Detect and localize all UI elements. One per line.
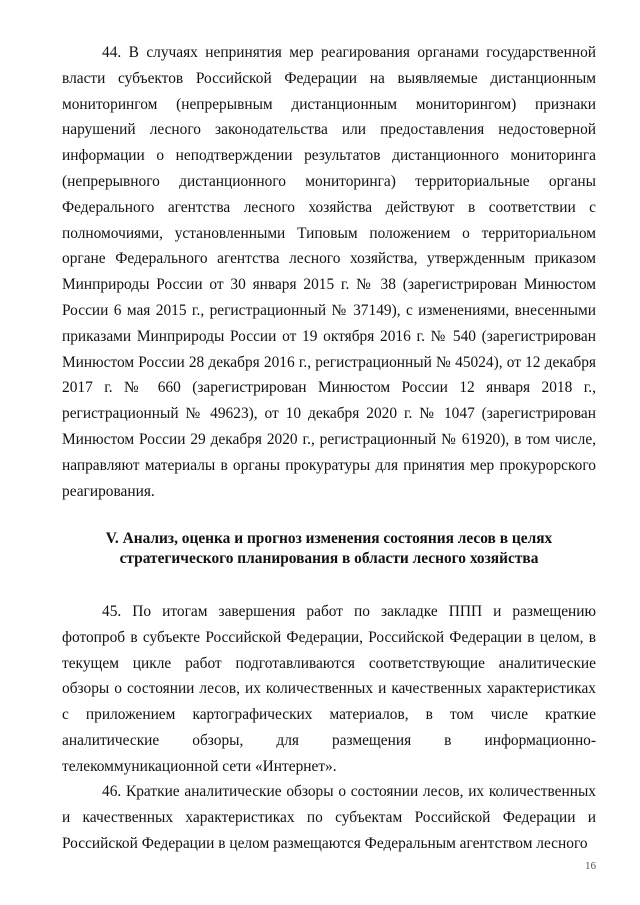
section-heading-line-2: стратегического планирования в области лесного хозяйства [119, 550, 539, 567]
section-heading [62, 529, 596, 569]
page-number: 16 [585, 860, 596, 872]
paragraph-44: 44. В случаях непринятия мер реагирования органами государственной власти субъектов Российской Федерации на выявляемые дистанционным мониторингом (непрерывным дистанционным мониторингом) признаки нарушений лесного законодательства или предоставления недостоверной информации о неподтверждении результатов дистанционного мониторинга (непрерывного дистанционного мониторинга) территориальные органы Федерального агентства лесного хозяйства действуют в соответствии с полномочиями, установленными Типовым положением о территориальном органе Федерального агентства лесного хозяйства, утвержденным приказом Минприроды России от 30 января 2015 г. № 38 (зарегистрирован Минюстом России 6 мая 2015 г., регистрационный № 37149), с изменениями, внесенными приказами Минприроды России от 19 октября 2016 г. № 540 (зарегистрирован Минюстом России 28 декабря 2016 г., регистрационный № 45024), от 12 декабря 2017 г. № 660 (зарегистрирован Минюстом России 12 января 2018 г., регистрационный № 49623), от 10 декабря 2020 г. № 1047 (зарегистрирован Минюстом России 29 декабря 2020 г., регистрационный № 61920), в том числе, направляют материалы в органы прокуратуры для принятия мер прокурорского реагирования. [62, 44, 596, 500]
paragraph-46: 46. Краткие аналитические обзоры о состоянии лесов, их количественных и качественных характеристиках по субъектам Российской Федерации и Российской Федерации в целом размещаются Федеральным агентством лесного [62, 783, 596, 852]
paragraph-45: 45. По итогам завершения работ по закладке ППП и размещению фотопроб в субъекте Российской Федерации, Российской Федерации в целом, в текущем цикле работ подготавливаются соответствующие аналитические обзоры о состоянии лесов, их количественных и качественных характеристиках с приложением картографических материалов, в том числе краткие аналитические обзоры, для размещения в информационно-телекоммуникационной сети «Интернет». [62, 603, 596, 775]
section-heading-line-1: V. Анализ, оценка и прогноз изменения состояния лесов в целях [105, 530, 553, 547]
